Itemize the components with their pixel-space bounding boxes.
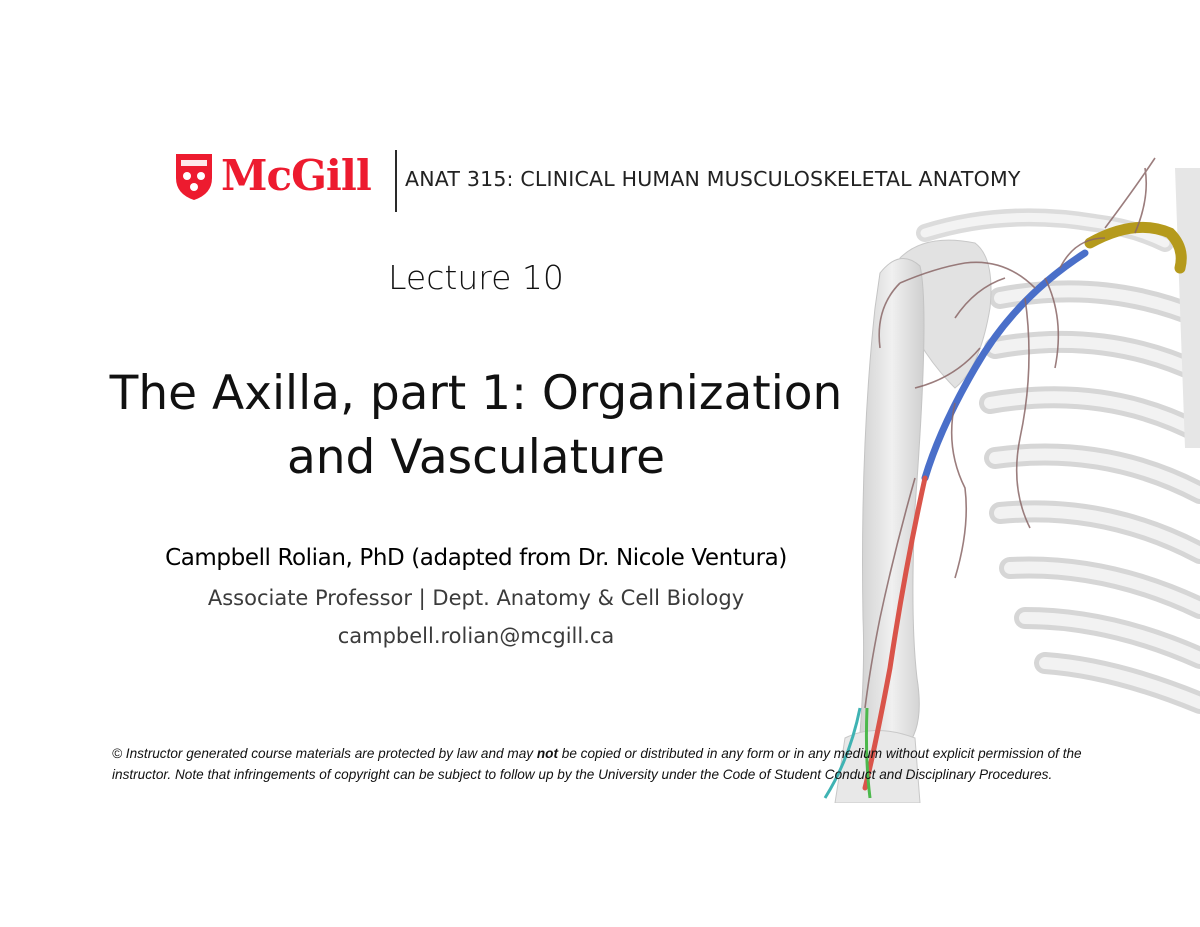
mcgill-crest-icon xyxy=(173,150,215,202)
copyright-notice xyxy=(112,743,1122,785)
copyright-text-1: © Instructor generated course materials are protected by law and may xyxy=(112,746,537,761)
copyright-emphasis: not xyxy=(536,746,558,761)
mcgill-logo xyxy=(173,150,371,202)
course-title: ANAT 315: CLINICAL HUMAN MUSCULOSKELETAL ANATOMY xyxy=(405,167,1021,191)
author-position: Associate Professor | Dept. Anatomy & Cell Biology xyxy=(207,586,745,610)
author-name: Campbell Rolian, PhD (adapted from Dr. Nicole Ventura) xyxy=(165,545,787,571)
author-email: campbell.rolian@mcgill.ca xyxy=(337,624,615,648)
title-line-2: and Vasculature xyxy=(286,430,666,485)
title-line-1: The Axilla, part 1: Organization xyxy=(109,366,843,421)
copyright-text-2: be copied or distributed in any form or in any medium without explicit permission of the instructor. Note that infringements of copyright can be subject to follow up by the University under the Code of Student Conduct and Disciplinary Procedures. xyxy=(112,746,1082,782)
mcgill-wordmark: McGill xyxy=(221,151,371,200)
slide-title xyxy=(60,362,892,490)
lecture-number: Lecture 10 xyxy=(388,258,564,297)
header-divider xyxy=(395,150,397,212)
